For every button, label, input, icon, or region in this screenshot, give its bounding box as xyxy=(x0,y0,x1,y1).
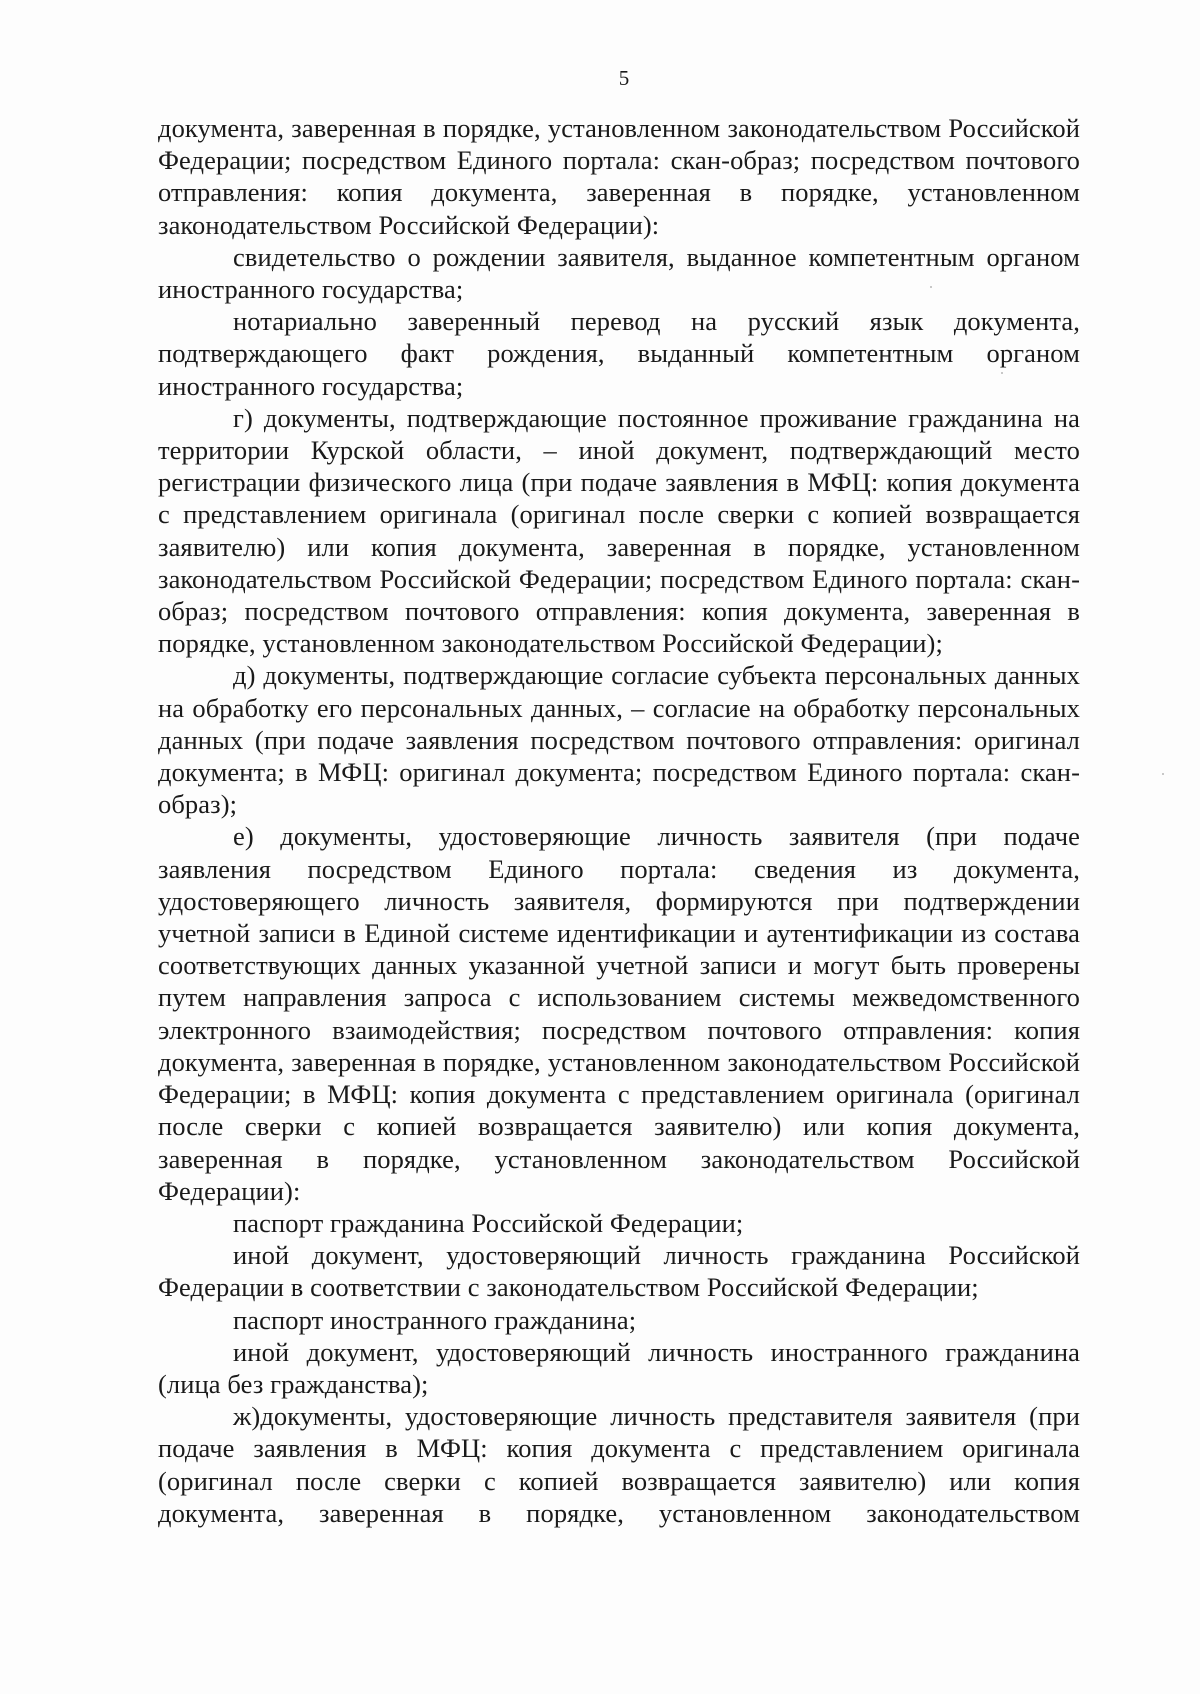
paragraph-notarized-translation: нотариально заверенный перевод на русский язык документа, подтверждающего факт рождения, выданный компетентным органом иностранного государства; xyxy=(158,306,1080,401)
paragraph-continuation: документа, заверенная в порядке, установленном законодательством Российской Федерации; посредством Единого портала: скан-образ; посредством почтового отправления: копия документа, заверенная в порядке, установленном законодательством Российской Федерации): xyxy=(158,113,1080,240)
paragraph-item-zh-representative: ж)документы, удостоверяющие личность представителя заявителя (при подаче заявления в МФЦ: копия документа с представлением оригинала (оригинал после сверки с копией возвращается заявителю) или копия документа, заверенная в порядке, установленном законодательством xyxy=(158,1401,1080,1528)
page-number: 5 xyxy=(618,66,630,90)
paragraph-other-rf-document: иной документ, удостоверяющий личность гражданина Российской Федерации в соответствии с законодательством Российской Федерации; xyxy=(158,1240,1080,1303)
paragraph-foreign-passport: паспорт иностранного гражданина; xyxy=(233,1304,637,1335)
scan-speck xyxy=(930,286,932,288)
document-body xyxy=(158,112,1080,1529)
paragraph-birth-certificate: свидетельство о рождении заявителя, выданное компетентным органом иностранного государства; xyxy=(158,241,1080,305)
scan-speck xyxy=(1162,773,1164,775)
scan-speck xyxy=(1001,372,1003,374)
paragraph-item-e-identity: е) документы, удостоверяющие личность заявителя (при подаче заявления посредством Единого портала: сведения из документа, удостоверяющего личность заявителя, формируются при подтверждении учетной записи в Единой системе идентификации и аутентификации из состава соответствующих данных указанной учетной записи и могут быть проверены путем направления запроса с использованием системы межведомственного электронного взаимодействия; посредством почтового отправления: копия документа, заверенная в порядке, установленном законодательством Российской Федерации; в МФЦ: копия документа с представлением оригинала (оригинал после сверки с копией возвращается заявителю) или копия документа, заверенная в порядке, установленном законодательством Российской Федерации): xyxy=(158,821,1080,1206)
paragraph-item-d-consent: д) документы, подтверждающие согласие субъекта персональных данных на обработку его персональных данных, – согласие на обработку персональных данных (при подаче заявления посредством почтового отправления: оригинал документа; в МФЦ: оригинал документа; посредством Единого портала: скан-образ); xyxy=(158,660,1080,820)
paragraph-other-foreign-document: иной документ, удостоверяющий личность иностранного гражданина (лица без гражданства); xyxy=(158,1336,1080,1399)
paragraph-rf-passport: паспорт гражданина Российской Федерации; xyxy=(233,1207,744,1238)
paragraph-item-g-residence: г) документы, подтверждающие постоянное проживание гражданина на территории Курской области, – иной документ, подтверждающий место регистрации физического лица (при подаче заявления в МФЦ: копия документа с представлением оригинала (оригинал после сверки с копией возвращается заявителю) или копия документа, заверенная в порядке, установленном законодательством Российской Федерации; посредством Единого портала: скан-образ; посредством почтового отправления: копия документа, заверенная в порядке, установленном законодательством Российской Федерации); xyxy=(158,402,1080,659)
